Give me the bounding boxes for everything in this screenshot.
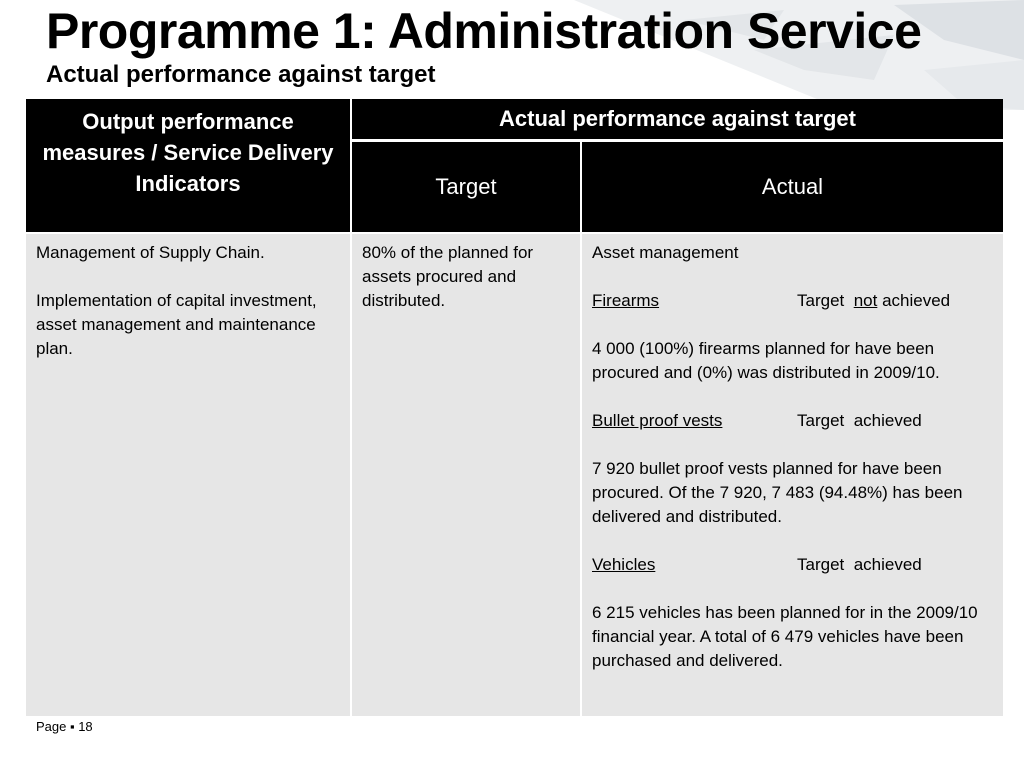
asset-management-heading: Asset management bbox=[592, 243, 739, 262]
vehicles-text: 6 215 vehicles has been planned for in the 2009/10 financial year. A total of 6 479 vehicles have been purchased and delivered. bbox=[592, 603, 978, 670]
measure-capital-investment: Implementation of capital investment, asset management and maintenance plan. bbox=[36, 291, 317, 358]
firearms-status: Target not achieved bbox=[797, 291, 951, 310]
firearms-row bbox=[592, 289, 993, 313]
target-column-header: Target bbox=[352, 142, 580, 232]
vests-text: 7 920 bullet proof vests planned for have been procured. Of the 7 920, 7 483 (94.48%) has been delivered and distributed. bbox=[592, 459, 963, 526]
firearms-label: Firearms bbox=[592, 291, 660, 310]
vests-status: Target achieved bbox=[797, 411, 922, 430]
page-title: Programme 1: Administration Service bbox=[46, 3, 922, 59]
measures-cell bbox=[26, 234, 350, 716]
page-subtitle: Actual performance against target bbox=[46, 61, 436, 88]
measures-column-header: Output performance measures / Service Delivery Indicators bbox=[26, 99, 350, 232]
vehicles-label: Vehicles bbox=[592, 555, 656, 574]
page-number: Page ▪ 18 bbox=[36, 719, 93, 734]
actual-column-header: Actual bbox=[582, 142, 1003, 232]
vests-label: Bullet proof vests bbox=[592, 411, 723, 430]
target-cell bbox=[352, 234, 580, 716]
firearms-text: 4 000 (100%) firearms planned for have been procured and (0%) was distributed in 2009/10. bbox=[592, 339, 940, 382]
vehicles-status: Target achieved bbox=[797, 555, 922, 574]
target-text: 80% of the planned for assets procured and distributed. bbox=[362, 243, 534, 310]
performance-group-header: Actual performance against target bbox=[352, 99, 1003, 139]
vehicles-row bbox=[592, 553, 993, 577]
vests-row bbox=[592, 409, 993, 433]
measure-supply-chain: Management of Supply Chain. bbox=[36, 243, 265, 262]
actual-cell bbox=[582, 234, 1003, 716]
